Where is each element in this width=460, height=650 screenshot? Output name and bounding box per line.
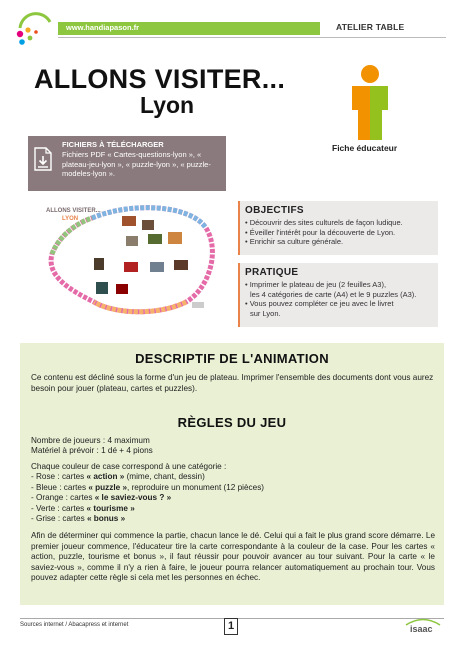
rules-colors-intro: Chaque couleur de case correspond à une catégorie : bbox=[31, 462, 227, 471]
practical-panel bbox=[238, 263, 438, 327]
files-title: FICHIERS À TÉLÉCHARGER bbox=[62, 140, 164, 149]
educator-sheet-label: Fiche éducateur bbox=[332, 143, 398, 153]
descriptif-text: Ce contenu est décliné sous la forme d'un jeu de plateau. Imprimer l'ensemble des documents dont vous aurez besoin pour jouer (plateau, cartes et puzzles). bbox=[31, 373, 434, 393]
practical-item: • Imprimer le plateau de jeu (2 feuilles A3), bbox=[245, 280, 387, 289]
objectives-title: OBJECTIFS bbox=[245, 205, 304, 216]
handiapason-logo-icon bbox=[12, 8, 54, 48]
files-list[interactable]: Fichiers PDF « Cartes-questions-lyon », « plateau-jeu-lyon », « puzzle-lyon », « puzzle-modeles-lyon ». bbox=[62, 150, 211, 178]
rules-color-green: - Verte : cartes « tourisme » bbox=[31, 503, 135, 513]
practical-title: PRATIQUE bbox=[245, 267, 299, 278]
page-title: ALLONS VISITER... bbox=[34, 64, 286, 94]
rules-text: Afin de déterminer qui commence la partie, chacun lance le dé. Celui qui a fait le plus grand score démarre. Le premier joueur commence, l'éducateur tire la carte correspondante à la couleur de la case. Pour les cartes « action, puzzle, tourisme et bonus », il faut réussir pour pouvoir avancer au tour suivant. Pour la carte « le saviez-vous », comme il n'y a rien à faire, le joueur pourra relancer automatiquement au prochain tour. Vous pouvez adapter cette règle si cela met les personnes en échec. bbox=[31, 531, 435, 582]
rules-heading: RÈGLES DU JEU bbox=[177, 415, 287, 430]
objective-item: • Découvrir des sites culturels de façon ludique. bbox=[245, 218, 403, 227]
board-title-line2: LYON bbox=[62, 216, 79, 222]
header-divider bbox=[58, 37, 446, 38]
animation-section bbox=[20, 343, 444, 605]
practical-item: sur Lyon. bbox=[250, 308, 281, 318]
page-number: 1 bbox=[224, 618, 238, 635]
rules-color-orange: - Orange : cartes « le saviez-vous ? » bbox=[31, 493, 172, 502]
rules-color-grey: - Grise : cartes « bonus » bbox=[31, 514, 126, 523]
header-bar bbox=[58, 22, 320, 35]
page-subtitle: Lyon bbox=[140, 92, 195, 118]
rules-color-blue: - Bleue : cartes « puzzle », reproduire un monument (12 pièces) bbox=[31, 482, 265, 492]
isaac-logo-text: isaac bbox=[410, 624, 433, 634]
download-files-box bbox=[28, 136, 226, 191]
site-url[interactable]: www.handiapason.fr bbox=[66, 23, 140, 32]
game-board-image bbox=[30, 198, 226, 320]
rules-material: Matériel à prévoir : 1 dé + 4 pions bbox=[31, 446, 153, 455]
footer-sources: Sources internet / Abacapress et internet bbox=[20, 622, 129, 628]
descriptif-heading: DESCRIPTIF DE L'ANIMATION bbox=[135, 351, 329, 366]
rules-players: Nombre de joueurs : 4 maximum bbox=[31, 436, 150, 445]
board-title-line1: ALLONS VISITER... bbox=[46, 208, 101, 214]
objective-item: • Enrichir sa culture générale. bbox=[245, 237, 344, 246]
section-label: ATELIER TABLE bbox=[336, 22, 405, 32]
download-document-icon[interactable] bbox=[33, 147, 53, 171]
objectives-panel bbox=[238, 201, 438, 255]
rules-color-pink: - Rose : cartes « action » (mime, chant, dessin) bbox=[31, 472, 205, 481]
objective-item: • Éveiller l'intérêt pour la découverte de Lyon. bbox=[245, 227, 396, 237]
practical-item: les 4 catégories de carte (A4) et le 9 puzzles (A3). bbox=[250, 289, 417, 299]
practical-item: • Vous pouvez compléter ce jeu avec le livret bbox=[245, 299, 394, 308]
educator-person-icon bbox=[340, 64, 400, 140]
